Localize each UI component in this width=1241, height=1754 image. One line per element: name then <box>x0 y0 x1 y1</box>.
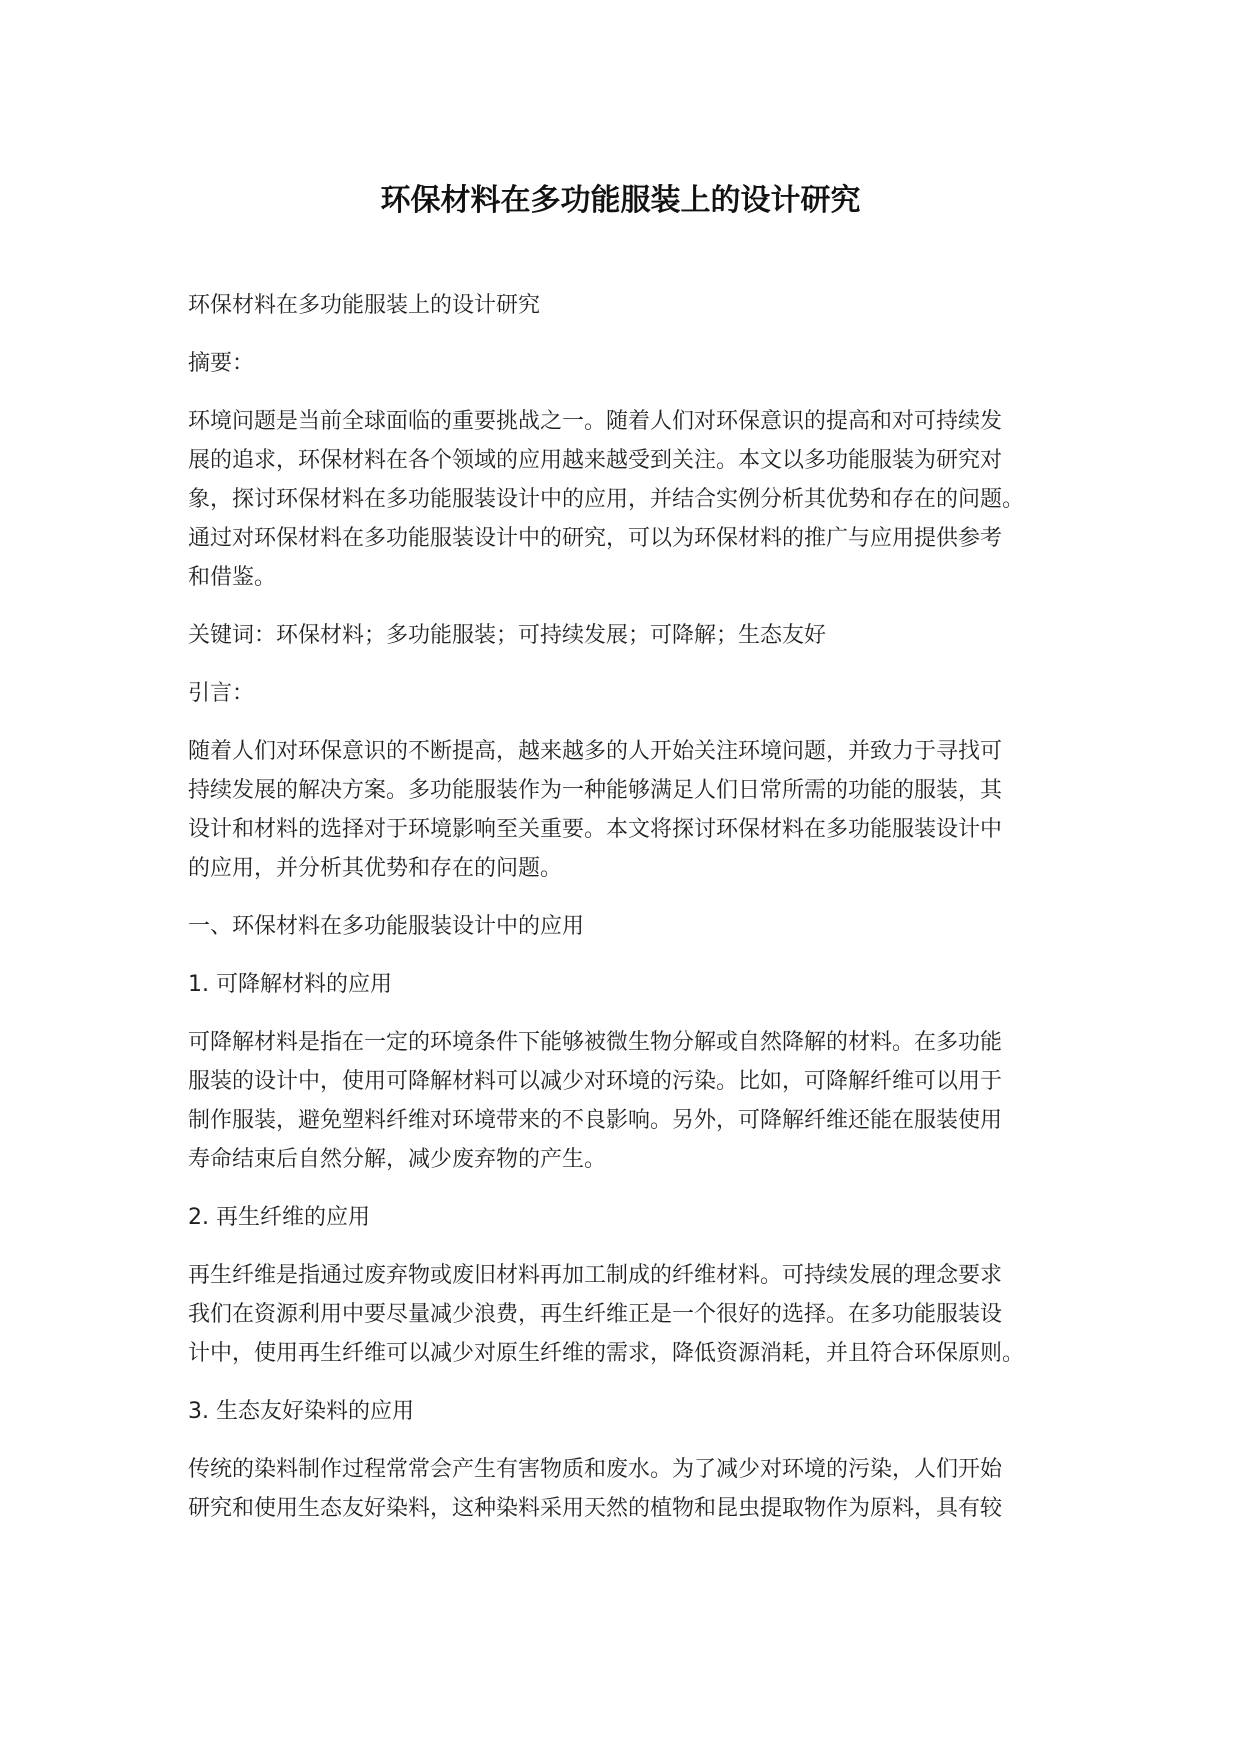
text-line: 制作服装，避免塑料纤维对环境带来的不良影响。另外，可降解纤维还能在服装使用 <box>188 1108 1003 1133</box>
text-line: 引言： <box>188 681 255 706</box>
text-line: 研究和使用生态友好染料，这种染料采用天然的植物和昆虫提取物作为原料，具有较 <box>188 1496 1003 1521</box>
text-line: 再生纤维是指通过废弃物或废旧材料再加工制成的纤维材料。可持续发展的理念要求 <box>188 1263 1003 1288</box>
text-line: 一、环保材料在多功能服装设计中的应用 <box>188 914 585 939</box>
section-heading <box>188 907 1078 946</box>
text-line: 关键词：环保材料；多功能服装；可持续发展；可降解；生态友好 <box>188 623 827 648</box>
keywords-paragraph <box>188 616 1078 655</box>
text-line: 和借鉴。 <box>188 565 277 590</box>
text-line: 持续发展的解决方案。多功能服装作为一种能够满足人们日常所需的功能的服装，其 <box>188 778 1003 803</box>
text-line: 设计和材料的选择对于环境影响至关重要。本文将探讨环保材料在多功能服装设计中 <box>188 817 1003 842</box>
subsection-heading <box>188 965 1078 1004</box>
text-line: 传统的染料制作过程常常会产生有害物质和废水。为了减少对环境的污染，人们开始 <box>188 1457 1003 1482</box>
text-line: 2. 再生纤维的应用 <box>188 1205 370 1230</box>
subsection-heading <box>188 1392 1078 1431</box>
text-line: 1. 可降解材料的应用 <box>188 972 392 997</box>
text-line: 我们在资源利用中要尽量减少浪费，再生纤维正是一个很好的选择。在多功能服装设 <box>188 1302 1003 1327</box>
text-line: 通过对环保材料在多功能服装设计中的研究，可以为环保材料的推广与应用提供参考 <box>188 526 1003 551</box>
abstract-heading <box>188 344 1078 383</box>
abstract-paragraph <box>188 402 1078 597</box>
document-body <box>188 286 1078 1547</box>
introduction-heading <box>188 674 1078 713</box>
document-title: 环保材料在多功能服装上的设计研究 <box>380 183 861 218</box>
text-line: 3. 生态友好染料的应用 <box>188 1399 414 1424</box>
text-line: 的应用，并分析其优势和存在的问题。 <box>188 856 563 881</box>
body-paragraph <box>188 1256 1078 1373</box>
subsection-heading <box>188 1198 1078 1237</box>
text-line: 象，探讨环保材料在多功能服装设计中的应用，并结合实例分析其优势和存在的问题。 <box>188 487 1025 512</box>
introduction-paragraph <box>188 732 1078 888</box>
subtitle-paragraph <box>188 286 1078 325</box>
text-line: 寿命结束后自然分解，减少废弃物的产生。 <box>188 1147 607 1172</box>
text-line: 展的追求，环保材料在各个领域的应用越来越受到关注。本文以多功能服装为研究对 <box>188 448 1003 473</box>
body-paragraph <box>188 1023 1078 1179</box>
text-line: 随着人们对环保意识的不断提高，越来越多的人开始关注环境问题，并致力于寻找可 <box>188 739 1003 764</box>
text-line: 环保材料在多功能服装上的设计研究 <box>188 293 541 318</box>
text-line: 计中，使用再生纤维可以减少对原生纤维的需求，降低资源消耗，并且符合环保原则。 <box>188 1341 1025 1366</box>
text-line: 服装的设计中，使用可降解材料可以减少对环境的污染。比如，可降解纤维可以用于 <box>188 1069 1003 1094</box>
text-line: 环境问题是当前全球面临的重要挑战之一。随着人们对环保意识的提高和对可持续发 <box>188 409 1003 434</box>
body-paragraph <box>188 1450 1078 1528</box>
text-line: 摘要： <box>188 351 255 376</box>
text-line: 可降解材料是指在一定的环境条件下能够被微生物分解或自然降解的材料。在多功能 <box>188 1030 1003 1055</box>
